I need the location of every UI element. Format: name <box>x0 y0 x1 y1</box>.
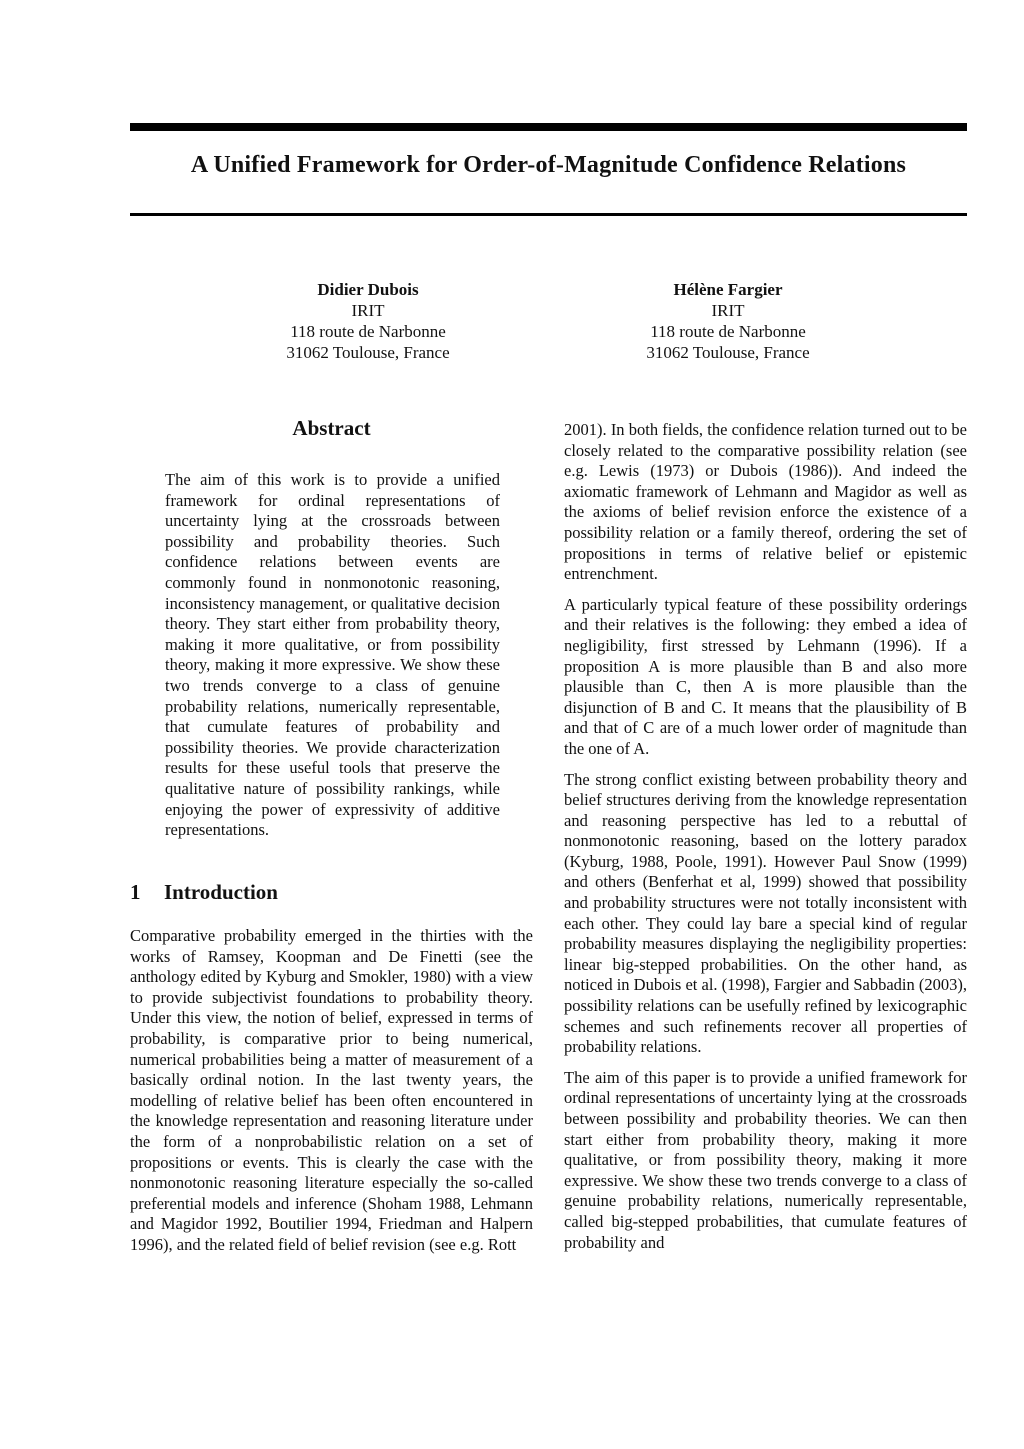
section-heading-introduction <box>130 880 533 905</box>
abstract-text <box>165 470 500 841</box>
section-number: 1 <box>130 880 141 904</box>
introduction-paragraph: 2001). In both fields, the confidence relation turned out to be closely related to the comparative possibility relation (see e.g. Lewis (1973) or Dubois (1986)). And indeed the axiomatic framework of Lehmann and Magidor as well as the axioms of belief revision enforce the existence of a possibility relation or a family thereof, ordering the set of propositions in terms of relative belief or epistemic entrenchment. <box>564 420 967 584</box>
title-top-rule <box>130 123 967 131</box>
introduction-right-column <box>564 420 967 1263</box>
author-block-1 <box>238 279 498 363</box>
introduction-paragraph: The strong conflict existing between probability theory and belief structures deriving from the knowledge representation and reasoning perspective has led to a rebuttal of nonmonotonic reasoning, based on the lottery paradox (Kyburg, 1988, Poole, 1991). However Paul Snow (1999) and others (Benferhat et al, 1999) showed that possibility and probability structures were not totally inconsistent with each other. They could lay bare a special kind of regular probability measures displaying the negligibility properties: linear big-stepped probabilities. On the other hand, as noticed in Dubois et al. (1998), Fargier and Sabbadin (2003), possibility relations can be usefully refined by lexicographic schemes and such refinements recover all properties of probability relations. <box>564 769 967 1057</box>
author-affiliation: IRIT <box>351 301 385 320</box>
abstract-paragraph: The aim of this work is to provide a unified framework for ordinal representations of uncertainty lying at the crossroads between possibility and probability theories. Such confidence relations between events are commonly found in nonmonotonic reasoning, inconsistency management, or qualitative decision theory. They start either from probability theory, making it more qualitative, or from possibility theory, making it more expressive. We show these two trends converge to a class of genuine probability relations, numerically representable, that cumulate features of probability and possibility theories. We provide characterization results for these useful tools that preserve the qualitative nature of possibility rankings, while enjoying the power of expressivity of additive representations. <box>165 470 500 840</box>
abstract-heading: Abstract <box>292 416 371 440</box>
author-name: Didier Dubois <box>317 280 419 299</box>
author-address-line2: 31062 Toulouse, France <box>646 343 810 362</box>
author-affiliation: IRIT <box>711 301 745 320</box>
introduction-left-column <box>130 926 533 1256</box>
title-bottom-rule <box>130 213 967 216</box>
author-block-2 <box>598 279 858 363</box>
introduction-paragraph: A particularly typical feature of these possibility orderings and their relatives is the following: they embed a idea of negligibility, first stressed by Lehmann (1996). If a proposition A is more plausible than B and also more plausible than C, then A is more plausible than the disjunction of B and C. It means that the plausibility of B and that of C are of a much lower order of magnitude than the one of A. <box>564 594 967 758</box>
author-address-line2: 31062 Toulouse, France <box>286 343 450 362</box>
author-name: Hélène Fargier <box>673 280 783 299</box>
introduction-paragraph: Comparative probability emerged in the thirties with the works of Ramsey, Koopman and De Finetti (see the anthology edited by Kyburg and Smokler, 1980) with a view to provide subjectivist foundations to probability theory. Under this view, the notion of belief, expressed in terms of probability, is comparative prior to being numerical, numerical probabilities being a matter of measurement of a basically ordinal notion. In the last twenty years, the modelling of relative belief has been often encountered in the knowledge representation and reasoning literature under the form of a nonprobabilistic relation on a set of propositions or events. This is clearly the case with the nonmonotonic reasoning literature especially the so-called preferential models and inference (Shoham 1988, Lehmann and Magidor 1992, Boutilier 1994, Friedman and Halpern 1996), and the related field of belief revision (see e.g. Rott <box>130 926 533 1254</box>
author-address-line1: 118 route de Narbonne <box>650 322 806 341</box>
author-address-line1: 118 route de Narbonne <box>290 322 446 341</box>
introduction-paragraph: The aim of this paper is to provide a unified framework for ordinal representations of uncertainty lying at the crossroads between possibility and probability theories. We can then start either from probability theory, making it more qualitative, or from possibility theory, making it more expressive. We show these two trends converge to a class of genuine probability relations, numerically representable, called big-stepped probabilities, that cumulate features of probability and <box>564 1067 967 1252</box>
paper-title: A Unified Framework for Order-of-Magnitude Confidence Relations <box>190 152 907 178</box>
section-title: Introduction <box>164 880 278 904</box>
